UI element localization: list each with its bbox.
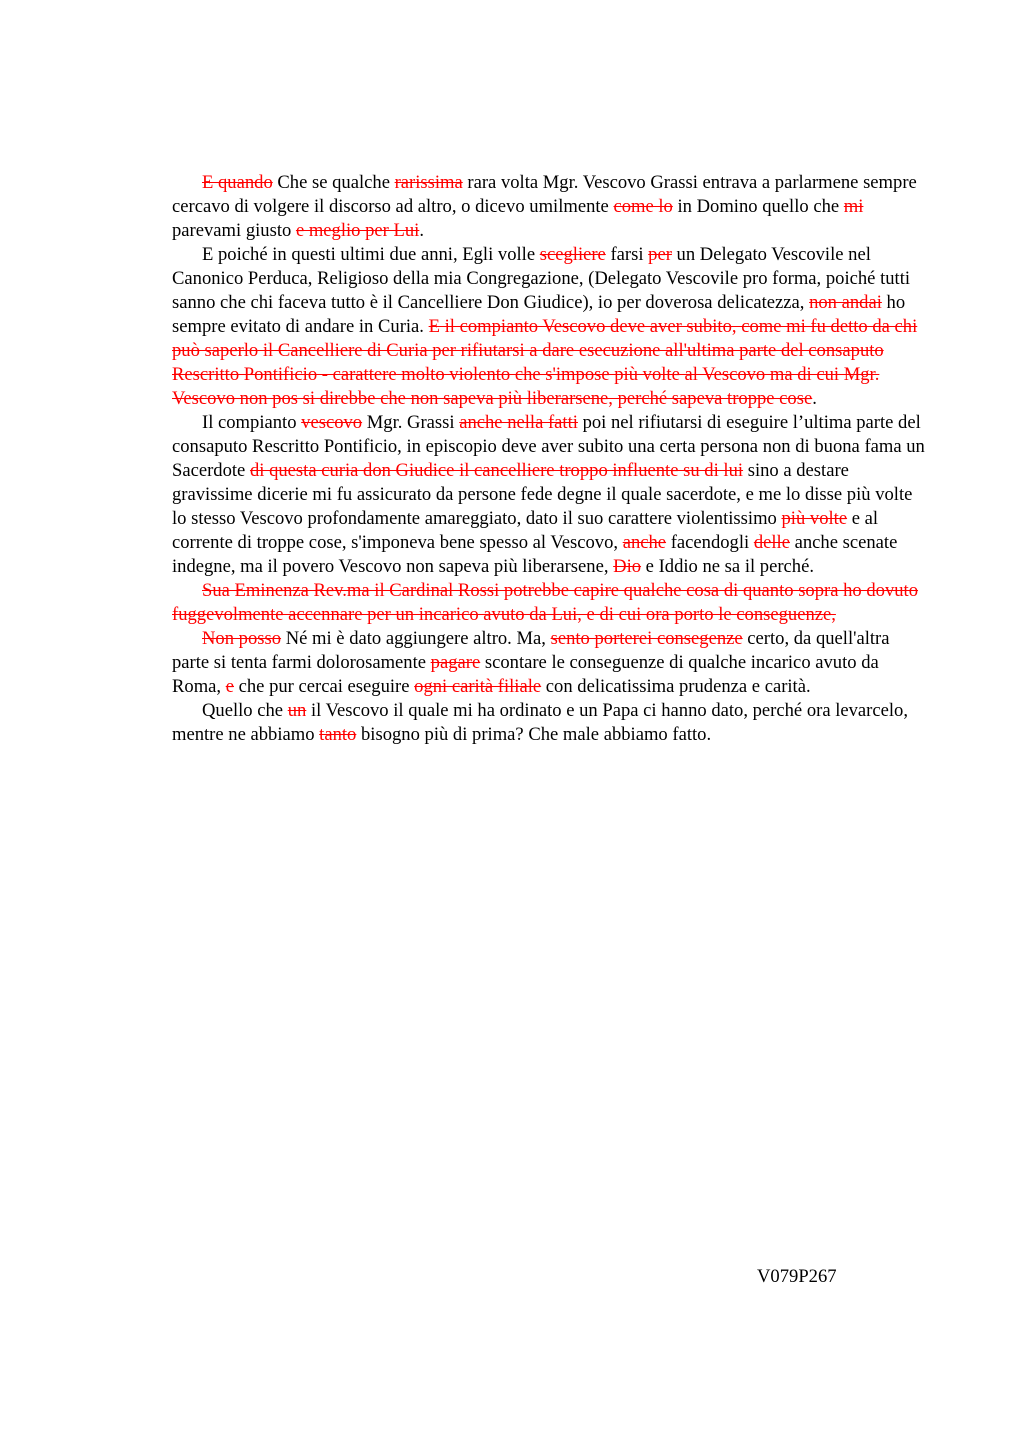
deleted-text: un	[287, 700, 307, 721]
deleted-text: scegliere	[539, 244, 606, 265]
paragraph	[172, 411, 928, 579]
paragraph	[172, 579, 928, 627]
deleted-text: pagare	[430, 652, 481, 673]
deleted-text: E il compianto Vescovo deve aver subito, come mi fu detto da chi può saperlo il Cancelliere di Curia per rifiutarsi a dare esecuzione all'ultima parte del consaputo Rescritto Pontificio - carattere molto violento che s'impose più volte al Vescovo ma di cui Mgr. Vescovo non pos si direbbe che non sapeva più liberarsene, perché sapeva troppe cose	[172, 316, 918, 409]
deleted-text: sento porterei consegenze	[550, 628, 743, 649]
body-text: e Iddio ne sa il perché.	[641, 556, 814, 577]
deleted-text: non andai	[809, 292, 882, 313]
body-text: bisogno più di prima? Che male abbiamo fatto.	[356, 724, 712, 745]
deleted-text: tanto	[319, 724, 357, 745]
page-code: V079P267	[757, 1266, 837, 1287]
body-text: rara volta Mgr. Vescovo Grassi entrava a parlarmene sempre cercavo di volgere il discorso ad altro, o dicevo umilmente	[172, 172, 917, 217]
deleted-text: E quando	[202, 172, 273, 193]
body-text: poi nel rifiutarsi di eseguire l’ultima parte del consaputo Rescritto Pontificio, in episcopio deve aver subito una certa persona non di buona fama un Sacerdote	[172, 412, 925, 481]
document-body	[172, 171, 928, 747]
body-text: un Delegato Vescovile nel Canonico Perduca, Religioso della mia Congregazione, (Delegato Vescovile pro forma, poiché tutti sanno che chi faceva tutto è il Cancelliere Don Giudice), io per doverosa delicatezza,	[172, 244, 911, 313]
body-text: .	[812, 388, 817, 409]
body-text: con delicatissima prudenza e carità.	[541, 676, 811, 697]
body-text: ho sempre evitato di andare in Curia.	[172, 292, 906, 337]
deleted-text: Dio	[613, 556, 642, 577]
deleted-text: rarissima	[394, 172, 463, 193]
deleted-text: come lo	[613, 196, 673, 217]
paragraph	[172, 171, 928, 243]
body-text: certo, da quell'altra parte si tenta farmi dolorosamente	[172, 628, 890, 673]
deleted-text: mi	[843, 196, 864, 217]
deleted-text: Sua Eminenza Rev.ma il Cardinal Rossi potrebbe capire qualche cosa di quanto sopra ho dovuto fuggevolmente accennare per un incarico avuto da Lui, e di cui ora porto le conseguenze,	[172, 580, 919, 625]
deleted-text: anche nella fatti	[459, 412, 578, 433]
body-text: e al corrente di troppe cose, s'imponeva bene spesso al Vescovo,	[172, 508, 879, 553]
deleted-text: per	[648, 244, 672, 265]
deleted-text: di questa curia don Giudice il cancelliere troppo influente su di lui	[249, 460, 744, 481]
paragraph	[172, 699, 928, 747]
body-text: che pur cercai eseguire	[233, 676, 415, 697]
deleted-text: vescovo	[301, 412, 363, 433]
body-text: Il compianto	[202, 412, 302, 433]
body-text: anche scenate indegne, ma il povero Vescovo non sapeva più liberarsene,	[172, 532, 898, 577]
deleted-text: Non posso	[202, 628, 282, 649]
body-text: Che se qualche	[272, 172, 395, 193]
body-text: parevami giusto	[172, 220, 296, 241]
body-text: scontare le conseguenze di qualche incarico avuto da Roma,	[172, 652, 879, 697]
body-text: facendogli	[666, 532, 754, 553]
body-text: Né mi è dato aggiungere altro. Ma,	[281, 628, 551, 649]
body-text: sino a destare gravissime dicerie mi fu assicurato da persone fede degne il quale sacerdote, e me lo disse più volte lo stesso Vescovo profondamente amareggiato, dato il suo carattere violentissimo	[172, 460, 913, 529]
deleted-text: più volte	[781, 508, 848, 529]
body-text: .	[419, 220, 424, 241]
body-text: E poiché in questi ultimi due anni, Egli volle	[202, 244, 540, 265]
deleted-text: e meglio per Lui	[295, 220, 420, 241]
body-text: Mgr. Grassi	[362, 412, 460, 433]
paragraph	[172, 627, 928, 699]
body-text: Quello che	[202, 700, 288, 721]
body-text: farsi	[605, 244, 649, 265]
deleted-text: ogni carità filiale	[414, 676, 542, 697]
deleted-text: e	[225, 676, 234, 697]
body-text: il Vescovo il quale mi ha ordinato e un Papa ci hanno dato, perché ora levarcelo, mentre ne abbiamo	[172, 700, 908, 745]
deleted-text: anche	[622, 532, 667, 553]
deleted-text: delle	[753, 532, 790, 553]
paragraph	[172, 243, 928, 411]
body-text: in Domino quello che	[672, 196, 844, 217]
